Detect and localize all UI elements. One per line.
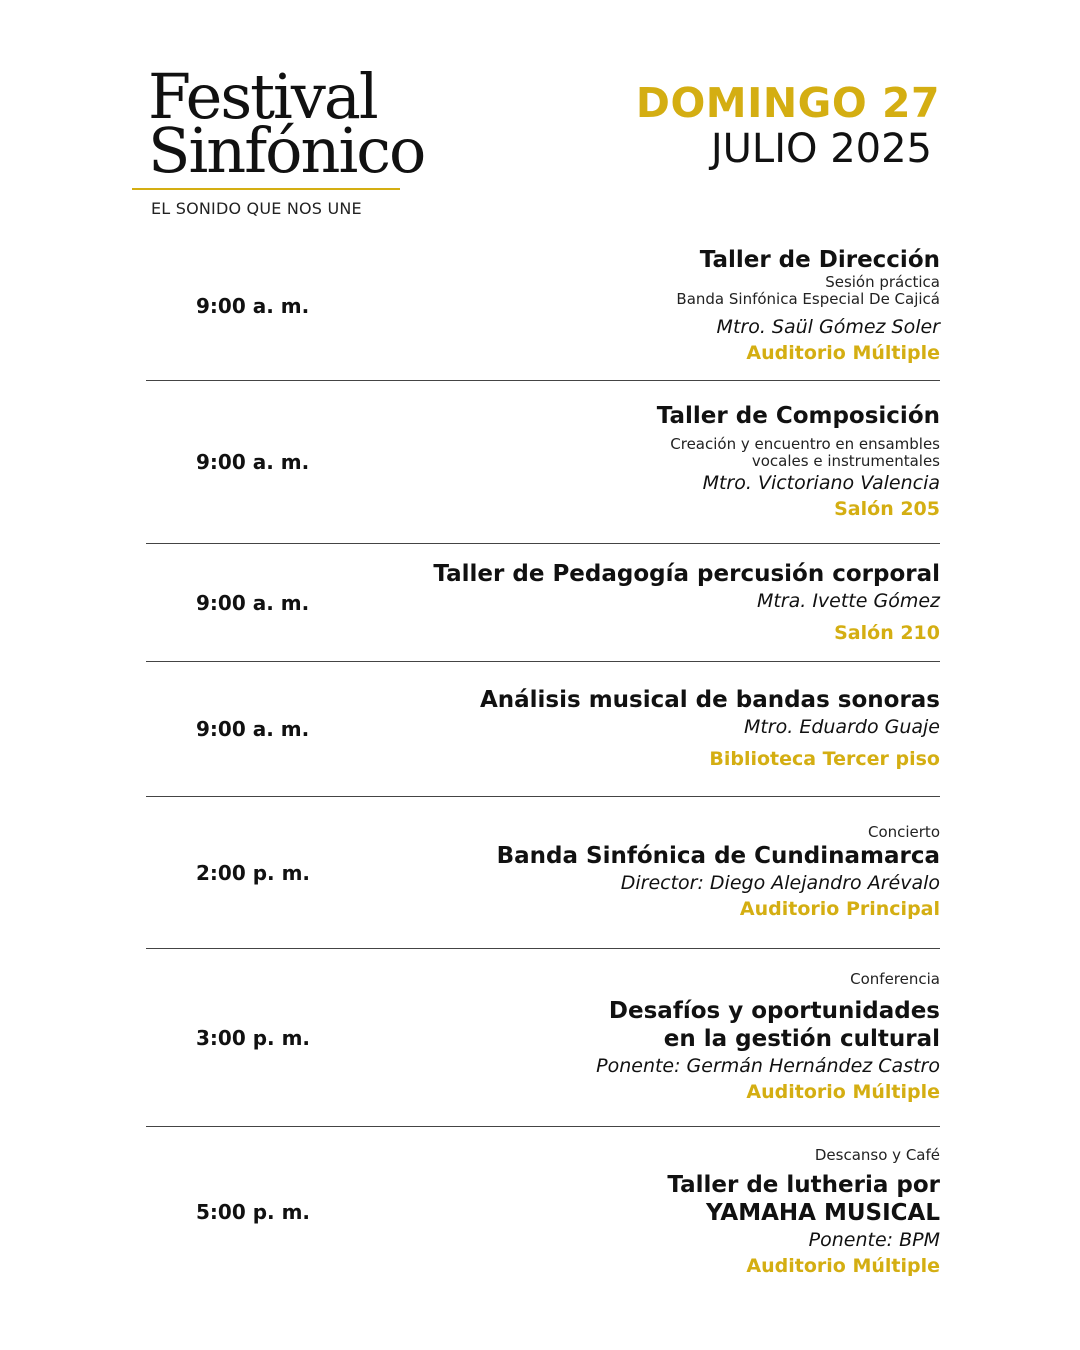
logo-tagline: EL SONIDO QUE NOS UNE: [151, 199, 362, 218]
event-type: Concierto: [867, 823, 940, 841]
event-person: Mtro. Victoriano Valencia: [702, 472, 940, 494]
festival-logo: [132, 60, 425, 218]
schedule-item: [146, 797, 940, 949]
event-person: Ponente: BPM: [808, 1228, 940, 1251]
event-type: Conferencia: [850, 970, 940, 988]
event-info: [596, 970, 940, 1105]
event-title: Análisis musical de bandas sonoras: [479, 687, 940, 713]
logo-line-sinfonico: Sinfónico: [148, 114, 425, 187]
event-time: 9:00 a. m.: [196, 294, 310, 318]
event-info: [480, 686, 940, 772]
event-info: [657, 402, 940, 522]
event-description: vocales e instrumentales: [751, 452, 940, 470]
event-venue: Auditorio Múltiple: [746, 342, 940, 364]
schedule-item: [146, 232, 940, 381]
event-title: Desafíos y oportunidades: [608, 998, 940, 1024]
event-venue: Salón 210: [834, 621, 940, 644]
event-time: 9:00 a. m.: [196, 590, 310, 615]
event-title: Banda Sinfónica de Cundinamarca: [496, 843, 940, 869]
event-title: Taller de lutheria por: [667, 1171, 940, 1198]
event-venue: Auditorio Principal: [739, 898, 940, 920]
schedule-item: [146, 544, 940, 662]
event-time: 3:00 p. m.: [196, 1025, 311, 1050]
event-description: Creación y encuentro en ensambles: [670, 435, 940, 453]
event-info: [676, 246, 940, 366]
event-info: [497, 823, 940, 922]
event-title: Taller de Pedagogía percusión corporal: [433, 560, 940, 587]
event-person: Mtro. Eduardo Guaje: [743, 716, 940, 738]
event-type: Descanso y Café: [814, 1145, 940, 1164]
event-time: 2:00 p. m.: [196, 860, 311, 885]
event-title: Taller de Dirección: [699, 247, 940, 273]
date-day: DOMINGO 27: [635, 79, 940, 127]
event-person: Mtra. Ivette Gómez: [756, 589, 940, 612]
logo-line-festival: Festival: [148, 60, 377, 133]
event-info: [667, 1146, 940, 1279]
event-time: 5:00 p. m.: [196, 1200, 311, 1224]
schedule-item: [146, 662, 940, 797]
schedule-item: [146, 949, 940, 1127]
event-venue: Salón 205: [834, 498, 940, 520]
logo-divider: [132, 188, 400, 190]
event-person: Ponente: Germán Hernández Castro: [596, 1055, 940, 1077]
event-time: 9:00 a. m.: [196, 450, 310, 474]
event-venue: Biblioteca Tercer piso: [709, 748, 940, 770]
event-time: 9:00 a. m.: [196, 717, 310, 741]
event-title: en la gestión cultural: [663, 1026, 940, 1052]
schedule-item: [146, 381, 940, 544]
event-description: Sesión práctica: [825, 273, 940, 291]
event-title: Taller de Composición: [656, 403, 940, 429]
schedule-item: [146, 1127, 940, 1297]
date-month-year: JULIO 2025: [710, 126, 932, 172]
event-venue: Auditorio Múltiple: [746, 1081, 940, 1103]
event-description: Banda Sinfónica Especial De Cajicá: [676, 290, 940, 308]
event-person: Director: Diego Alejandro Arévalo: [620, 872, 940, 894]
event-venue: Auditorio Múltiple: [746, 1254, 940, 1277]
event-date: [636, 80, 940, 172]
event-title: YAMAHA MUSICAL: [705, 1199, 940, 1226]
event-info: [433, 560, 940, 646]
event-person: Mtro. Saül Gómez Soler: [716, 316, 940, 338]
